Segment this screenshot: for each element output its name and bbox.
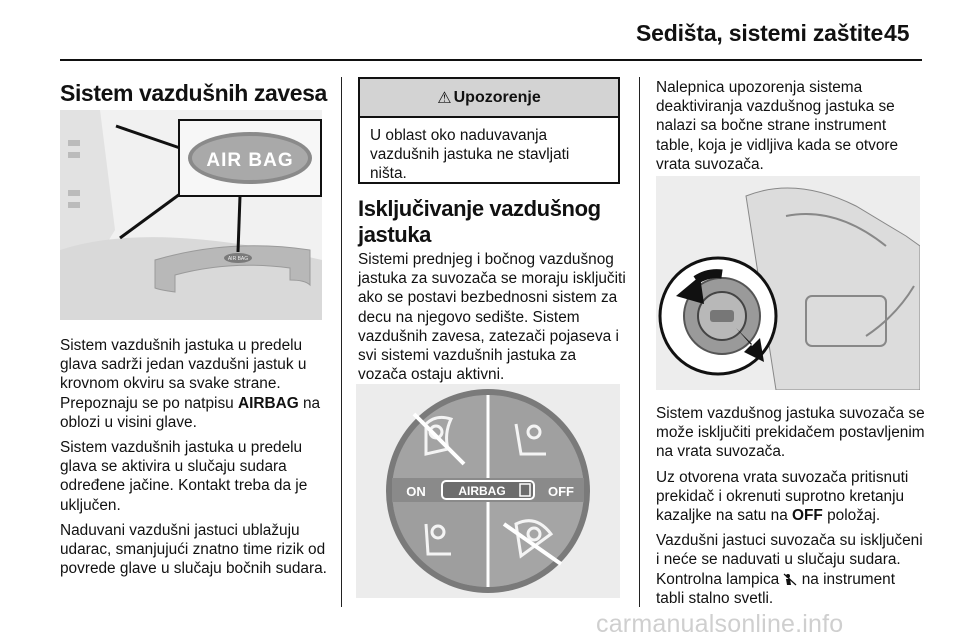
airbag-off-sticker-figure bbox=[356, 384, 620, 598]
switch-paragraph-1: Sistem vazdušnog jastuka suvozača se može isključiti prekidačem postavljenim na vrata suvozača. bbox=[656, 405, 925, 461]
column-divider-2 bbox=[639, 77, 640, 607]
curtain-airbag-figure bbox=[60, 110, 322, 320]
door-switch-figure bbox=[656, 176, 920, 390]
airbag-small-text: AIR BAG bbox=[227, 256, 249, 262]
watermark: carmanualsonline.info bbox=[596, 610, 844, 638]
sticker-airbag-label: AIRBAG bbox=[458, 484, 506, 498]
sticker-off-label: OFF bbox=[548, 484, 574, 499]
label-location-paragraph: Nalepnica upozorenja sistema deaktiviranja vazdušnog jastuka se nalazi sa bočne strane instrument table, koja je vidljiva kada se otvore vrata suvozača. bbox=[656, 79, 899, 173]
label-location-text bbox=[656, 78, 924, 180]
deactivation-paragraph: Sistemi prednjeg i bočnog vazdušnog jastuka za suvozača se moraju isključiti ako se postavi bezbednosni sistem za decu na njegovo sedište. Sistem vazdušnih zavesa, zatezači pojaseva i svi sistemi vazdušnih jastuka za vozača ostaju aktivni. bbox=[358, 251, 626, 384]
column-divider-1 bbox=[341, 77, 342, 607]
deactivation-text bbox=[358, 250, 626, 390]
curtain-paragraph-2: Sistem vazdušnih jastuka u predelu glava se aktivira u slučaju sudara određene jačine. Kontakt treba da je uključen. bbox=[60, 439, 308, 514]
sticker-on-label: ON bbox=[406, 484, 426, 499]
curtain-airbag-text bbox=[60, 336, 332, 584]
page-number: 45 bbox=[884, 20, 910, 46]
switch-paragraph-3: Vazdušni jastuci suvozača su isključeni i neće se naduvati u slučaju sudara. Kontrolna lampica na instrument tabli stalno svetli. bbox=[656, 532, 923, 607]
subsection-title: Isključivanje vazdušnog jastuka bbox=[358, 196, 601, 247]
warning-title: Upozorenje bbox=[453, 88, 541, 106]
airbag-emblem-text: AIR BAG bbox=[206, 150, 294, 171]
warning-box bbox=[358, 77, 620, 184]
warning-header bbox=[360, 79, 618, 118]
switch-paragraph-2: Uz otvorena vrata suvozača pritisnuti prekidač i okrenuti suprotno kretanju kazaljke na satu na OFF položaj. bbox=[656, 468, 909, 525]
warning-text: U oblast oko naduvavanja vazdušnih jastuka ne stavljati ništa. bbox=[370, 127, 570, 182]
warning-triangle-icon: ⚠ bbox=[437, 89, 452, 107]
airbag-off-lamp-icon bbox=[783, 572, 797, 585]
running-header-title: Sedišta, sistemi zaštite bbox=[636, 20, 884, 46]
section-title: Sistem vazdušnih zavesa bbox=[60, 80, 327, 106]
curtain-paragraph-3: Naduvani vazdušni jastuci ublažuju udarac, smanjujući znatno time rizik od povrede glave u slučaju bočnih sudara. bbox=[60, 521, 327, 578]
header-divider bbox=[60, 59, 922, 61]
curtain-paragraph-1: Sistem vazdušnih jastuka u predelu glava sadrži jedan vazdušni jastuk u krovnom okviru sa svake strane. Prepoznaju se po natpisu AIRBAG na oblozi u visini glave. bbox=[60, 337, 321, 431]
switch-instructions-text bbox=[656, 404, 926, 614]
